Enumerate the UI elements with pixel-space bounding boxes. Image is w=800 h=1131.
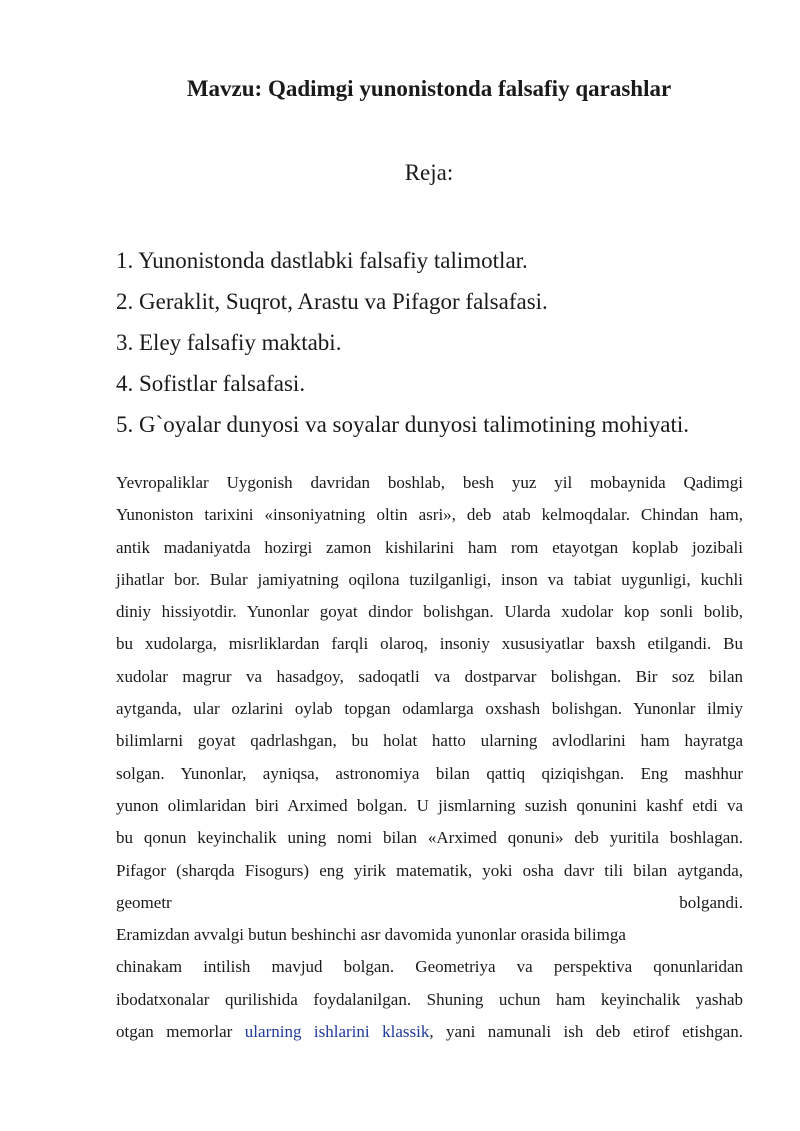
text-line: Yunoniston tarixini «insoniyatning oltin asri», deb atab kelmoqdalar. Chindan ham,	[116, 505, 743, 525]
text-line: ibodatxonalar qurilishida foydalanilgan. Shuning uchun ham keyinchalik yashab	[116, 989, 743, 1009]
text-line: solgan. Yunonlar, ayniqsa, astronomiya bilan qattiq qiziqishgan. Eng mashhur	[116, 763, 743, 783]
plan-item: 4. Sofistlar falsafasi.	[116, 371, 306, 396]
text-line: bu qonun keyinchalik uning nomi bilan «Arximed qonuni» deb yuritila boshlagan.	[116, 828, 743, 848]
page-title: Mavzu: Qadimgi yunonistonda falsafiy qarashlar	[186, 76, 672, 101]
text-line: Yevropaliklar Uygonish davridan boshlab, besh yuz yil mobaynida Qadimgi	[116, 473, 743, 492]
text-line: aytganda, ular ozlarini oylab topgan odamlarga oxshash bolishgan. Yunonlar ilmiy	[116, 699, 743, 719]
plan-item: 5. G`oyalar dunyosi va soyalar dunyosi talimotining mohiyati.	[116, 412, 690, 437]
text-line: yunon olimlaridan biri Arximed bolgan. U jismlarning suzish qonunini kashf etdi va	[116, 795, 743, 815]
text-line: chinakam intilish mavjud bolgan. Geometriya va perspektiva qonunlaridan	[116, 957, 743, 977]
text-line: Eramizdan avvalgi butun beshinchi asr davomida yunonlar orasida bilimga	[116, 925, 626, 945]
text-line: geometr bolgandi.	[116, 892, 743, 912]
plan-heading: Reja:	[404, 160, 454, 185]
text-line: jihatlar bor. Bular jamiyatning oqilona tuzilganligi, inson va tabiat uygunligi, kuchli	[116, 569, 743, 589]
text-line	[116, 1016, 743, 1048]
plan-item: 1. Yunonistonda dastlabki falsafiy talimotlar.	[116, 248, 528, 273]
plan-item: 2. Geraklit, Suqrot, Arastu va Pifagor falsafasi.	[116, 289, 548, 314]
hyperlink[interactable]: ularning ishlarini klassik	[244, 1022, 430, 1042]
text-segment: , yani namunali ish deb etirof etishgan.	[429, 1022, 744, 1042]
text-line: xudolar magrur va hasadgoy, sadoqatli va dostparvar bolishgan. Bir soz bilan	[116, 666, 743, 686]
plan-list	[116, 240, 689, 445]
text-line: bilimlarni goyat qadrlashgan, bu holat hatto ularning avlodlarini ham hayratga	[116, 731, 743, 751]
text-line: diniy hissiyotdir. Yunonlar goyat dindor bolishgan. Ularda xudolar kop sonli bolib,	[116, 602, 743, 622]
text-line: bu xudolarga, misrliklardan farqli olaroq, insoniy xususiyatlar baxsh etilgandi. Bu	[116, 634, 743, 654]
body-paragraph	[116, 467, 743, 1048]
plan-item: 3. Eley falsafiy maktabi.	[116, 330, 342, 355]
text-segment: otgan memorlar	[116, 1022, 245, 1042]
text-line: Pifagor (sharqda Fisogurs) eng yirik matematik, yoki osha davr tili bilan aytganda,	[116, 860, 743, 880]
text-line: antik madaniyatda hozirgi zamon kishilarini ham rom etayotgan koplab jozibali	[116, 537, 743, 557]
